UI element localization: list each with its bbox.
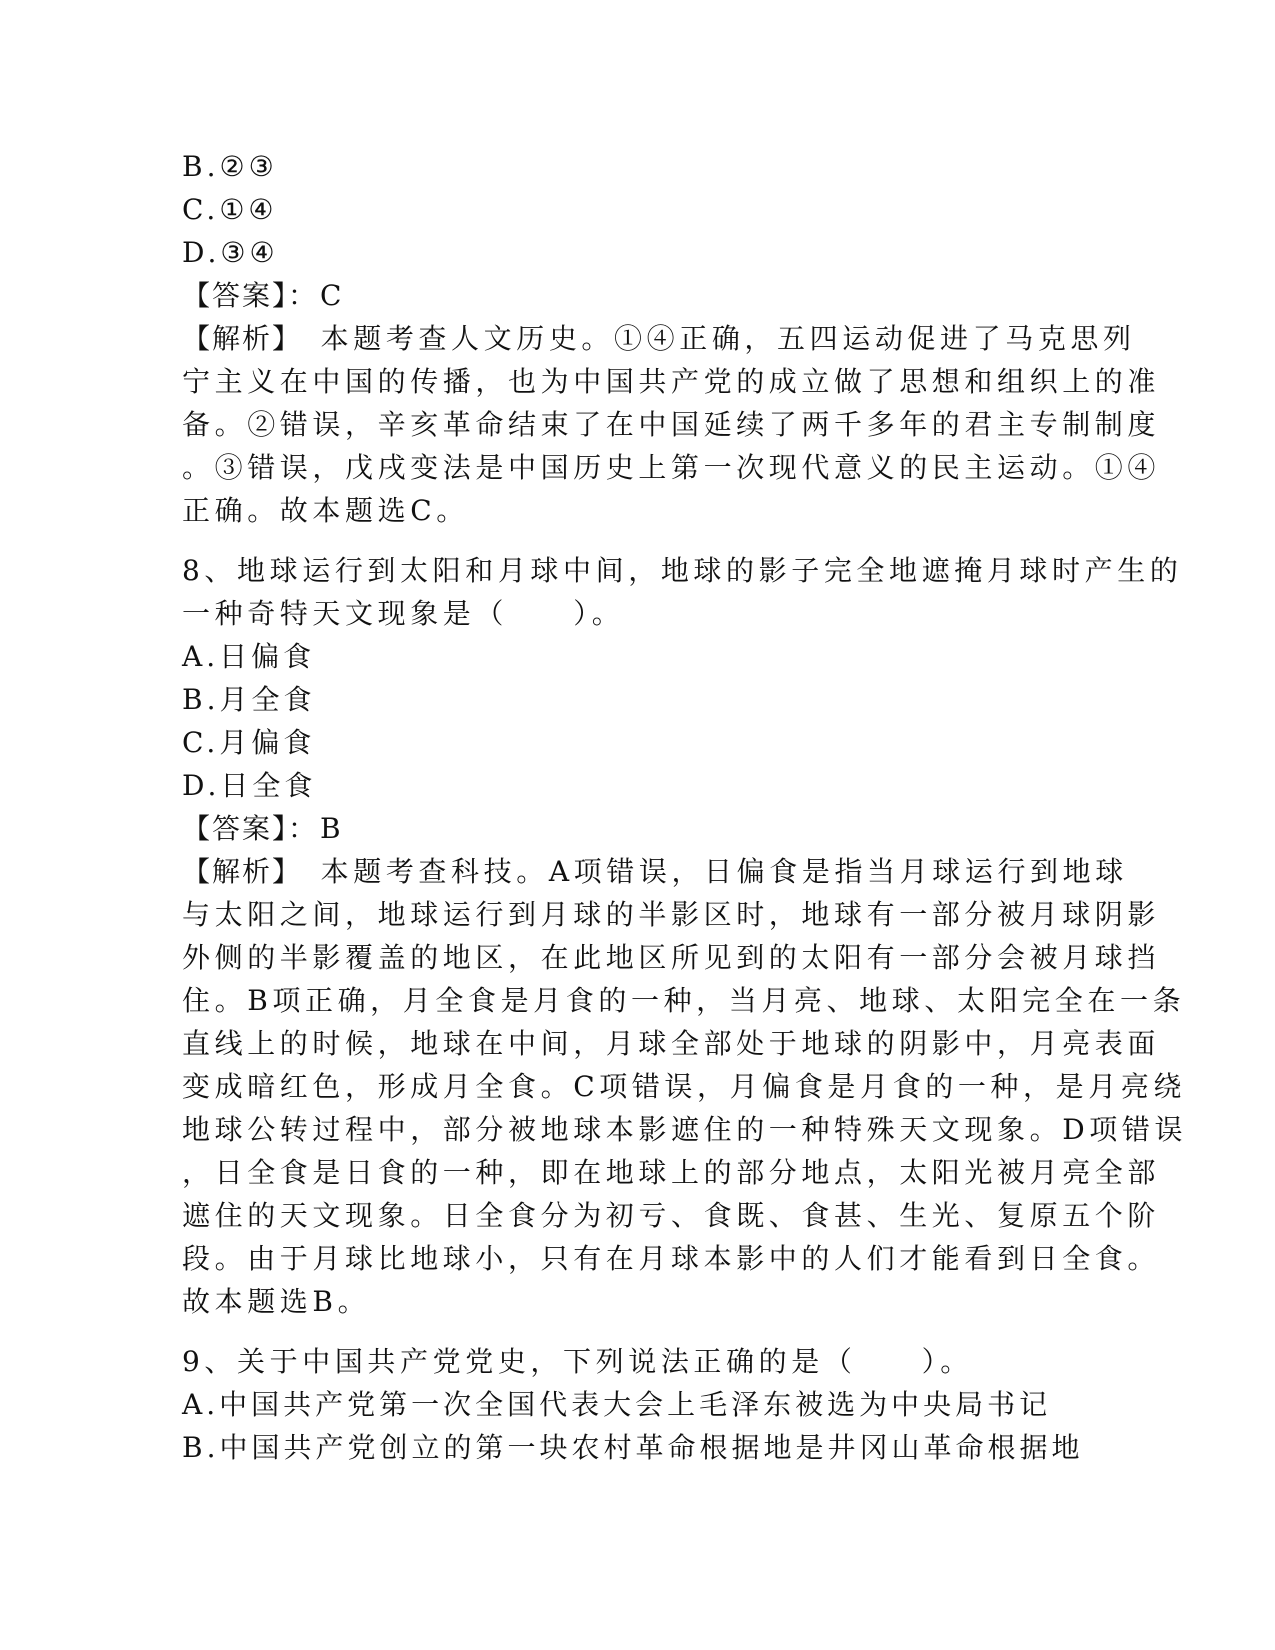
- analysis-line: 故本题选B。: [182, 1285, 371, 1318]
- analysis-line: 遮住的天文现象。日全食分为初亏、食既、食甚、生光、复原五个阶: [182, 1199, 1161, 1232]
- question-stem: 一种奇特天文现象是（ ）。: [182, 597, 625, 630]
- answer-line: [182, 807, 1062, 850]
- option-b: B.中国共产党创立的第一块农村革命根据地是井冈山革命根据地: [182, 1431, 1084, 1464]
- answer-tag: 【答案】: [182, 812, 289, 845]
- option-b: B.月全食: [182, 683, 316, 716]
- analysis-tag: 【解析】: [182, 322, 289, 355]
- analysis-line: [182, 850, 1128, 893]
- option-b: B.②③: [182, 150, 278, 183]
- analysis-line: 备。②错误，辛亥革命结束了在中国延续了两千多年的君主专制制度: [182, 408, 1161, 441]
- answer-value: ：C: [288, 279, 346, 312]
- answer-line: [182, 274, 1062, 317]
- analysis-line: [182, 317, 1136, 360]
- question-8: [182, 549, 1188, 1323]
- analysis-line: 段。由于月球比地球小，只有在月球本影中的人们才能看到日全食。: [182, 1242, 1161, 1275]
- question-7: [182, 145, 1161, 532]
- option-c: C.①④: [182, 193, 278, 226]
- option-d: D.③④: [182, 236, 279, 269]
- analysis-text: 本题考查科技。A项错误，日偏食是指当月球运行到地球: [288, 855, 1128, 888]
- analysis-text: 本题考查人文历史。①④正确，五四运动促进了马克思列: [288, 322, 1136, 355]
- analysis-line: 宁主义在中国的传播，也为中国共产党的成立做了思想和组织上的准: [182, 365, 1161, 398]
- spacer: [182, 1323, 1062, 1340]
- analysis-line: 。③错误，戊戌变法是中国历史上第一次现代意义的民主运动。①④: [182, 451, 1161, 484]
- question-9: [182, 1340, 1084, 1469]
- analysis-tag: 【解析】: [182, 855, 289, 888]
- answer-value: ：B: [288, 812, 345, 845]
- analysis-line: 正确。故本题选C。: [182, 494, 469, 527]
- analysis-line: 住。B项正确，月全食是月食的一种，当月亮、地球、太阳完全在一条: [182, 984, 1186, 1017]
- analysis-line: 直线上的时候，地球在中间，月球全部处于地球的阴影中，月亮表面: [182, 1027, 1161, 1060]
- analysis-line: ，日全食是日食的一种，即在地球上的部分地点，太阳光被月亮全部: [182, 1156, 1161, 1189]
- answer-tag: 【答案】: [182, 279, 289, 312]
- option-c: C.月偏食: [182, 726, 316, 759]
- analysis-line: 地球公转过程中，部分被地球本影遮住的一种特殊天文现象。D项错误: [182, 1113, 1188, 1146]
- document-page: [182, 145, 1188, 1469]
- option-a: A.日偏食: [182, 640, 316, 673]
- analysis-line: 外侧的半影覆盖的地区，在此地区所见到的太阳有一部分会被月球挡: [182, 941, 1161, 974]
- question-stem: 9、关于中国共产党党史，下列说法正确的是（ ）。: [182, 1345, 973, 1378]
- analysis-line: 与太阳之间，地球运行到月球的半影区时，地球有一部分被月球阴影: [182, 898, 1161, 931]
- analysis-line: 变成暗红色，形成月全食。C项错误，月偏食是月食的一种，是月亮绕: [182, 1070, 1187, 1103]
- option-d: D.日全食: [182, 769, 317, 802]
- question-stem: 8、地球运行到太阳和月球中间，地球的影子完全地遮掩月球时产生的: [182, 554, 1183, 587]
- spacer: [182, 532, 1062, 549]
- option-a: A.中国共产党第一次全国代表大会上毛泽东被选为中央局书记: [182, 1388, 1052, 1421]
